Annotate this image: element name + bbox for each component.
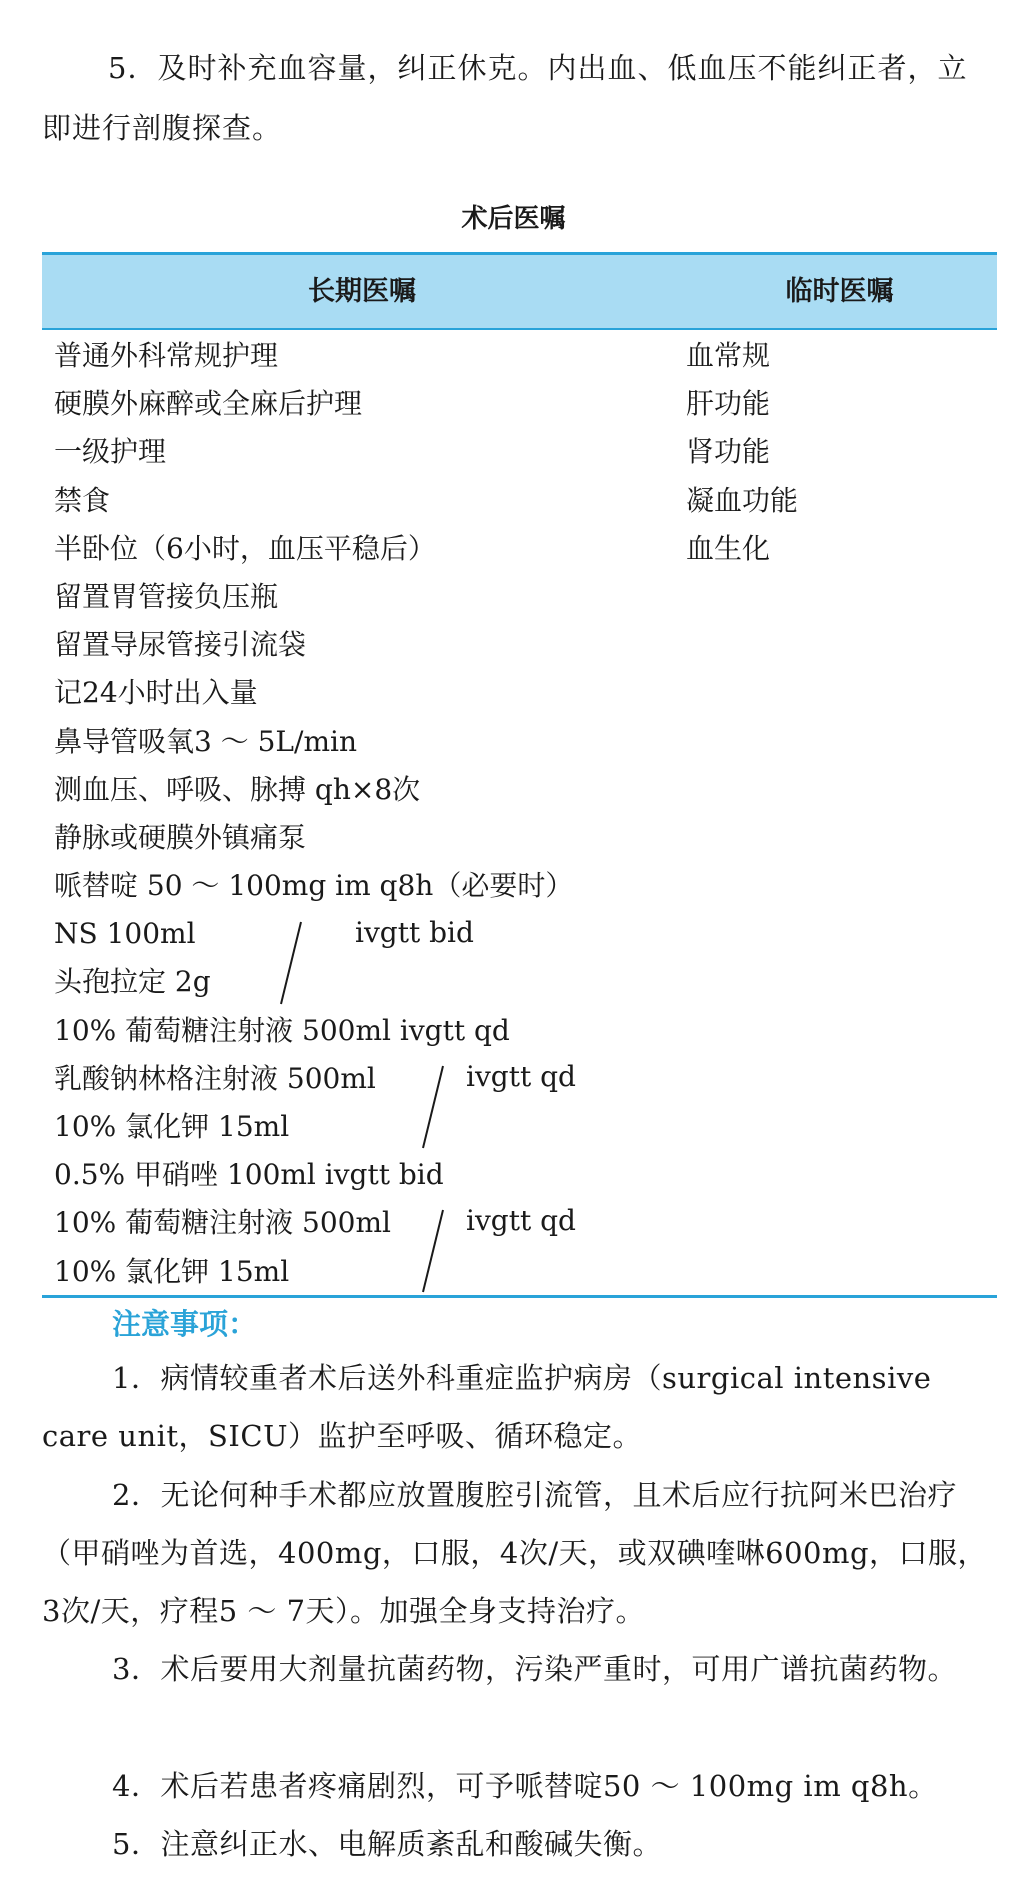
notes-title: 注意事项： <box>112 1307 258 1341</box>
note-item: 2．无论何种手术都应放置腹腔引流管，且术后应行抗阿米巴治疗（甲硝唑为首选，400mg，口服，4次/天，或双碘喹啉600mg，口服，3次/天，疗程5 ～ 7天）。加强全身支持治疗。 <box>42 1478 988 1628</box>
long-term-order: 头孢拉定 2g <box>54 965 211 999</box>
group-note: ivgtt bid <box>355 916 474 949</box>
long-term-order: 硬膜外麻醉或全麻后护理 <box>54 387 363 421</box>
group-bracket-line <box>276 920 306 1006</box>
long-term-orders-list <box>54 332 573 1296</box>
table-title: 术后医嘱 <box>461 204 566 234</box>
long-term-order: 10% 葡萄糖注射液 500ml <box>54 1206 391 1240</box>
long-term-order: 0.5% 甲硝唑 100ml ivgtt bid <box>54 1158 444 1192</box>
temporary-orders-list <box>686 332 798 573</box>
long-term-order: 记24小时出入量 <box>54 676 258 710</box>
long-term-order: 留置胃管接负压瓶 <box>54 579 279 613</box>
header-temporary: 临时医嘱 <box>785 276 894 307</box>
long-term-order: NS 100ml <box>54 917 196 951</box>
temporary-order: 血生化 <box>686 531 771 565</box>
table-bottom-rule <box>42 1295 997 1298</box>
long-term-order: 哌替啶 50 ～ 100mg im q8h（必要时） <box>54 869 574 903</box>
note-item: 5．注意纠正水、电解质紊乱和酸碱失衡。 <box>112 1827 662 1861</box>
temporary-order: 肝功能 <box>686 387 771 421</box>
temporary-order: 凝血功能 <box>686 483 799 517</box>
note-item: 3．术后要用大剂量抗菌药物，污染严重时，可用广谱抗菌药物。 <box>112 1652 957 1686</box>
long-term-order: 鼻导管吸氧3 ～ 5L/min <box>54 724 357 758</box>
long-term-order: 测血压、呼吸、脉搏 qh×8次 <box>54 772 421 806</box>
long-term-order: 静脉或硬膜外镇痛泵 <box>54 820 307 854</box>
long-term-order: 半卧位（6小时，血压平稳后） <box>54 531 436 565</box>
group-bracket-line <box>418 1064 448 1150</box>
long-term-order: 10% 氯化钾 15ml <box>54 1110 290 1143</box>
group-note: ivgtt qd <box>466 1060 576 1093</box>
long-term-order: 一级护理 <box>54 435 167 469</box>
group-note: ivgtt qd <box>466 1204 576 1237</box>
long-term-order: 10% 葡萄糖注射液 500ml ivgtt qd <box>54 1013 510 1047</box>
header-long-term: 长期医嘱 <box>308 276 416 307</box>
long-term-order: 普通外科常规护理 <box>54 339 279 372</box>
long-term-order: 留置导尿管接引流袋 <box>54 628 307 662</box>
intro-paragraph: 5．及时补充血容量，纠正休克。内出血、低血压不能纠正者，立即进行剖腹探查。 <box>42 51 968 145</box>
note-item: 4．术后若患者疼痛剧烈，可予哌替啶50 ～ 100mg im q8h。 <box>112 1769 938 1803</box>
temporary-order: 肾功能 <box>686 435 771 469</box>
long-term-order: 禁食 <box>54 483 111 517</box>
long-term-order: 10% 氯化钾 15ml <box>54 1254 290 1288</box>
long-term-order: 乳酸钠林格注射液 500ml <box>54 1061 376 1095</box>
table-header <box>42 255 997 328</box>
group-bracket-line <box>418 1208 448 1294</box>
temporary-order: 血常规 <box>686 339 771 372</box>
note-item: 1．病情较重者术后送外科重症监护病房（surgical intensive care unit，SICU）监护至呼吸、循环稳定。 <box>42 1361 932 1453</box>
table-header-rule <box>42 328 997 330</box>
